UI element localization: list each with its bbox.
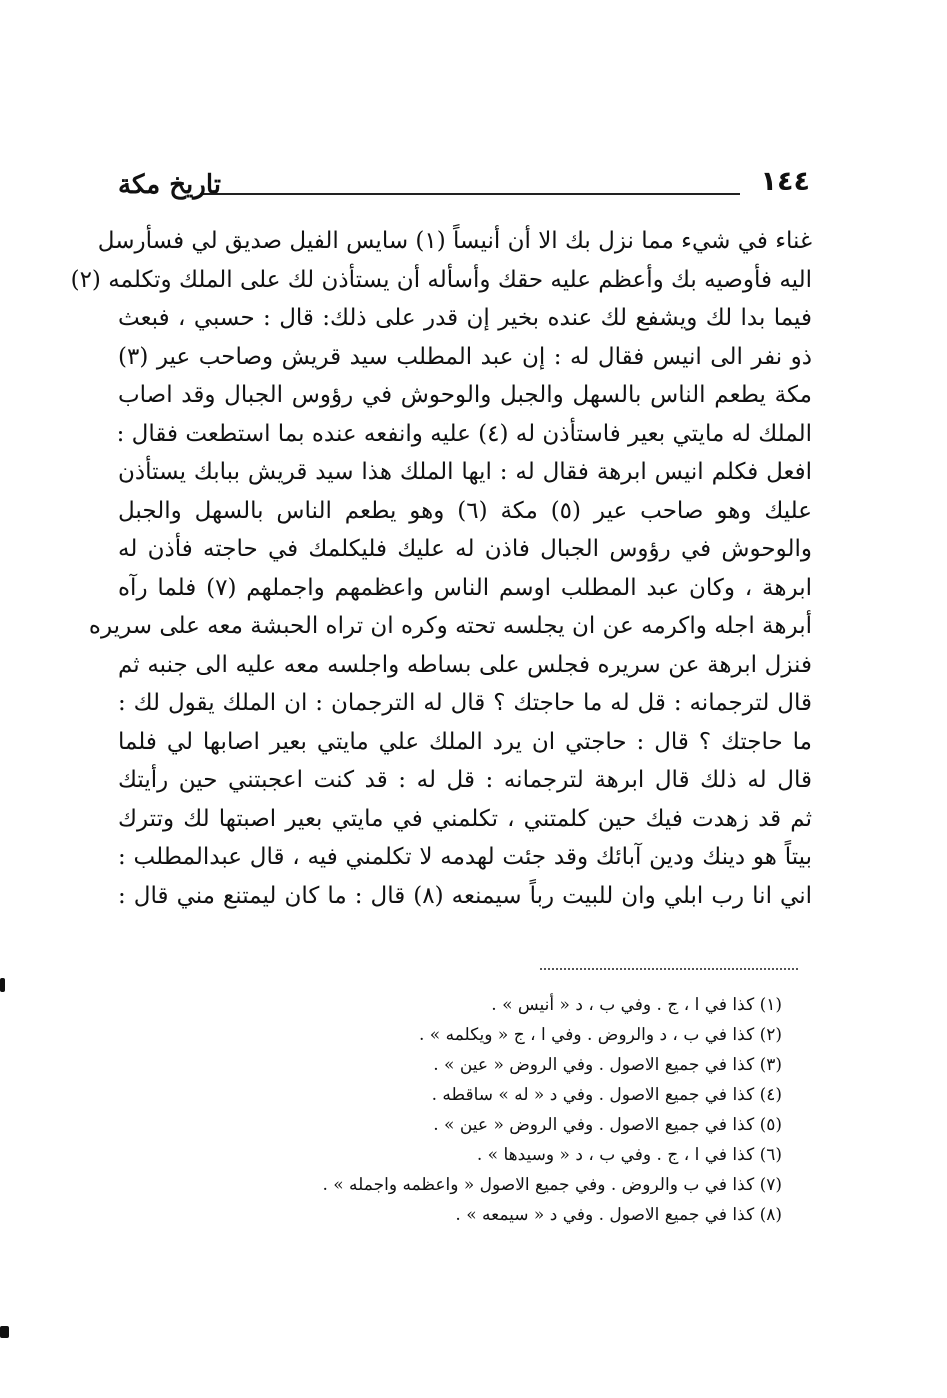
text-line: عليك وهو صاحب عير (٥) مكة (٦) وهو يطعم الناس بالسهل والجبل (118, 497, 812, 524)
text-line: فنزل ابرهة عن سريره فجلس على بساطه واجلسه معه عليه الى جنبه ثم (118, 651, 812, 678)
text-line: أبرهة اجله واكرمه عن ان يجلسه تحته وكره ان تراه الحبشة معه على سريره (88, 613, 812, 639)
running-title: تاريخ مكة (118, 170, 222, 200)
page-header (118, 166, 810, 206)
text-line: افعل فكلم انيس ابرهة فقال له : ايها الملك هذا سيد قريش ببابك يستأذن (118, 459, 812, 485)
text-line: بيتاً هو دينك ودين آبائك وقد جئت لهدمه لا تكلمني فيه ، قال عبدالمطلب : (118, 844, 812, 870)
scan-edge-mark (0, 1326, 9, 1338)
text-line: ذو نفر الى انيس فقال له : إن عبد المطلب سيد قريش وصاحب عير (٣) (118, 343, 812, 370)
page-number: ١٤٤ (760, 166, 810, 197)
text-line: ثم قد زهدت فيك حين كلمتني ، تكلمني في مايتي بعير اصبتها لك وتترك (118, 805, 812, 832)
text-line: قال لترجمانه : قل له ما حاجتك ؟ قال له الترجمان : ان الملك يقول لك : (118, 690, 812, 716)
footnote-item: (٥) كذا في جميع الاصول . وفي الروض « عين » . (433, 1115, 782, 1135)
text-line: قال له ذلك قال ابرهة لترجمانه : قل له : قد كنت اعجبتني حين رأيتك (118, 767, 812, 793)
footnote-item: (١) كذا في ا ، ج . وفي ب ، د « أنيس » . (491, 995, 782, 1015)
main-text (70, 222, 812, 915)
text-line: مكة يطعم الناس بالسهل والجبل والوحوش في رؤوس الجبال وقد اصاب (118, 382, 812, 408)
footnote-item: (٤) كذا في جميع الاصول . وفي د « له » ساقطه . (431, 1085, 782, 1105)
footnote-item: (٧) كذا في ب والروض . وفي جميع الاصول « واعظمه واجمله » . (322, 1175, 782, 1195)
footnote-item: (٨) كذا في جميع الاصول . وفي د « سيمعه » . (455, 1205, 782, 1225)
text-line: اليه فأوصيه بك وأعظم عليه حقك وأسأله أن يستأذن لك على الملك وتكلمه (٢) (70, 266, 812, 293)
text-line: الملك له مايتي بعير فاستأذن له (٤) عليه وانفعه عنده بما استطعت فقال : (116, 420, 812, 447)
footnote-item: (٦) كذا في ا ، ج . وفي ب ، د « وسيدها » . (476, 1145, 782, 1165)
text-line: ابرهة ، وكان عبد المطلب اوسم الناس واعظمهم واجملهم (٧) فلما رآه (118, 574, 812, 601)
footnotes (260, 990, 782, 1230)
footnote-separator (540, 968, 798, 970)
text-line: والوحوش في رؤوس الجبال فاذن له عليك فليكلمك في حاجته فأذن له (118, 536, 812, 562)
header-rule (200, 193, 740, 195)
footnote-item: (٢) كذا في ب ، د والروض . وفي ا ، ج « ويكلمه » . (418, 1025, 782, 1045)
text-line: غناء في شيء مما نزل بك الا أن أنيساً (١) سايس الفيل صديق لي فسأرسل (97, 228, 812, 254)
footnote-item: (٣) كذا في جميع الاصول . وفي الروض « عين » . (433, 1055, 782, 1075)
text-line: فيما بدا لك ويشفع لك عنده بخير إن قدر على ذلك: قال : حسبي ، فبعث (118, 305, 812, 331)
text-line: اني انا رب ابلي وان للبيت رباً سيمنعه (٨) قال : ما كان ليمتنع مني قال : (118, 882, 812, 909)
text-line: ما حاجتك ؟ قال : حاجتي ان يرد الملك علي مايتي بعير اصابها لي فلما (118, 728, 812, 755)
scan-edge-mark (0, 978, 5, 992)
